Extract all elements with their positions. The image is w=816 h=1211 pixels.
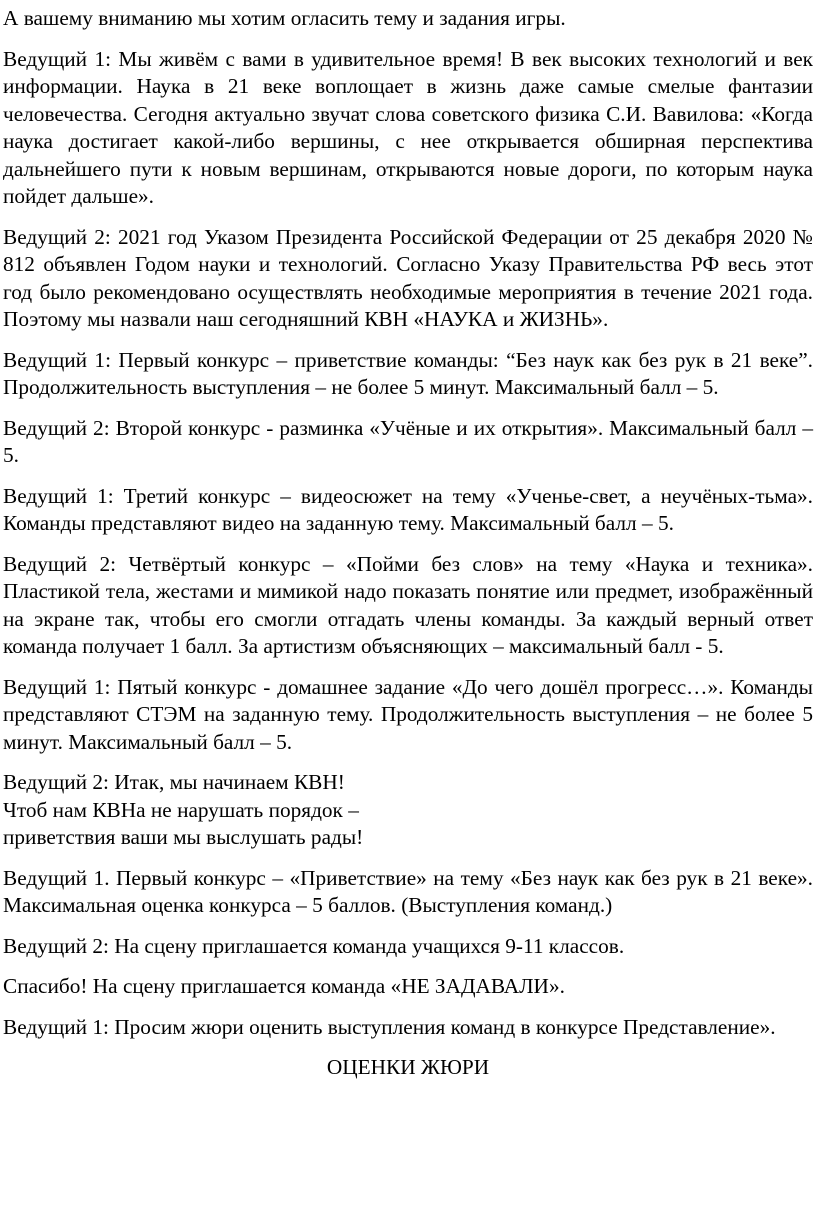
paragraph-thanks: Спасибо! На сцену приглашается команда «НЕ ЗАДАВАЛИ». [3, 974, 565, 998]
paragraph-host1-intro: Ведущий 1: Мы живём с вами в удивительное время! В век высоких технологий и век информации. Наука в 21 веке воплощает в жизнь даже самые смелые фантазии человечества. Сегодня актуально звучат слова советского физика С.И. Вавилова: «Когда наука достигает какой-либо вершины, с нее открывается обширная перспектива дальнейшего пути к новым вершинам, открываются новые дороги, по которым наука пойдет дальше». [3, 46, 813, 208]
paragraph-first-contest-announce: Ведущий 1. Первый конкурс – «Приветствие» на тему «Без наук как без рук в 21 веке». Максимальная оценка конкурса – 5 баллов. (Выступления команд.) [3, 865, 813, 917]
verse-line: Чтоб нам КВНа не нарушать порядок – [3, 797, 359, 822]
verse-line: приветствия ваши мы выслушать рады! [3, 825, 364, 849]
intro-paragraph: А вашему вниманию мы хотим огласить тему и задания игры. [3, 6, 566, 30]
paragraph-contest-2: Ведущий 2: Второй конкурс - разминка «Учёные и их открытия». Максимальный балл – 5. [3, 415, 813, 467]
paragraph-contest-1: Ведущий 1: Первый конкурс – приветствие команды: “Без наук как без рук в 21 веке”. Продолжительность выступления – не более 5 минут. Максимальный балл – 5. [3, 347, 813, 399]
paragraph-jury-request: Ведущий 1: Просим жюри оценить выступления команд в конкурсе Представление». [3, 1014, 776, 1039]
paragraph-contest-4: Ведущий 2: Четвёртый конкурс – «Пойми без слов» на тему «Наука и техника». Пластикой тела, жестами и мимикой надо показать понятие или предмет, изображённый на экране так, чтобы его смогли отгадать члены команды. За каждый верный ответ команда получает 1 балл. За артистизм объясняющих – максимальный балл - 5. [3, 551, 813, 658]
document-page [3, 0, 813, 1082]
paragraph-host2-year-of-science: Ведущий 2: 2021 год Указом Президента Российской Федерации от 25 декабря 2020 № 812 объявлен Годом науки и технологий. Согласно Указу Правительства РФ весь этот год было рекомендовано осуществлять необходимые мероприятия в течение 2021 года. Поэтому мы назвали наш сегодняшний КВН «НАУКА и ЖИЗНЬ». [3, 224, 813, 331]
paragraph-contest-3: Ведущий 1: Третий конкурс – видеосюжет на тему «Ученье-свет, а неучёных-тьма». Команды представляют видео на заданную тему. Максимальный балл – 5. [3, 483, 813, 535]
verse-paragraph [3, 769, 813, 852]
paragraph-contest-5: Ведущий 1: Пятый конкурс - домашнее задание «До чего дошёл прогресс…». Команды представляют СТЭМ на заданную тему. Продолжительность выступления – не более 5 минут. Максимальный балл – 5. [3, 674, 813, 754]
verse-line: Ведущий 2: Итак, мы начинаем КВН! [3, 770, 345, 794]
paragraph-team-invite: Ведущий 2: На сцену приглашается команда учащихся 9-11 классов. [3, 933, 625, 958]
section-heading: ОЦЕНКИ ЖЮРИ [326, 1055, 490, 1079]
